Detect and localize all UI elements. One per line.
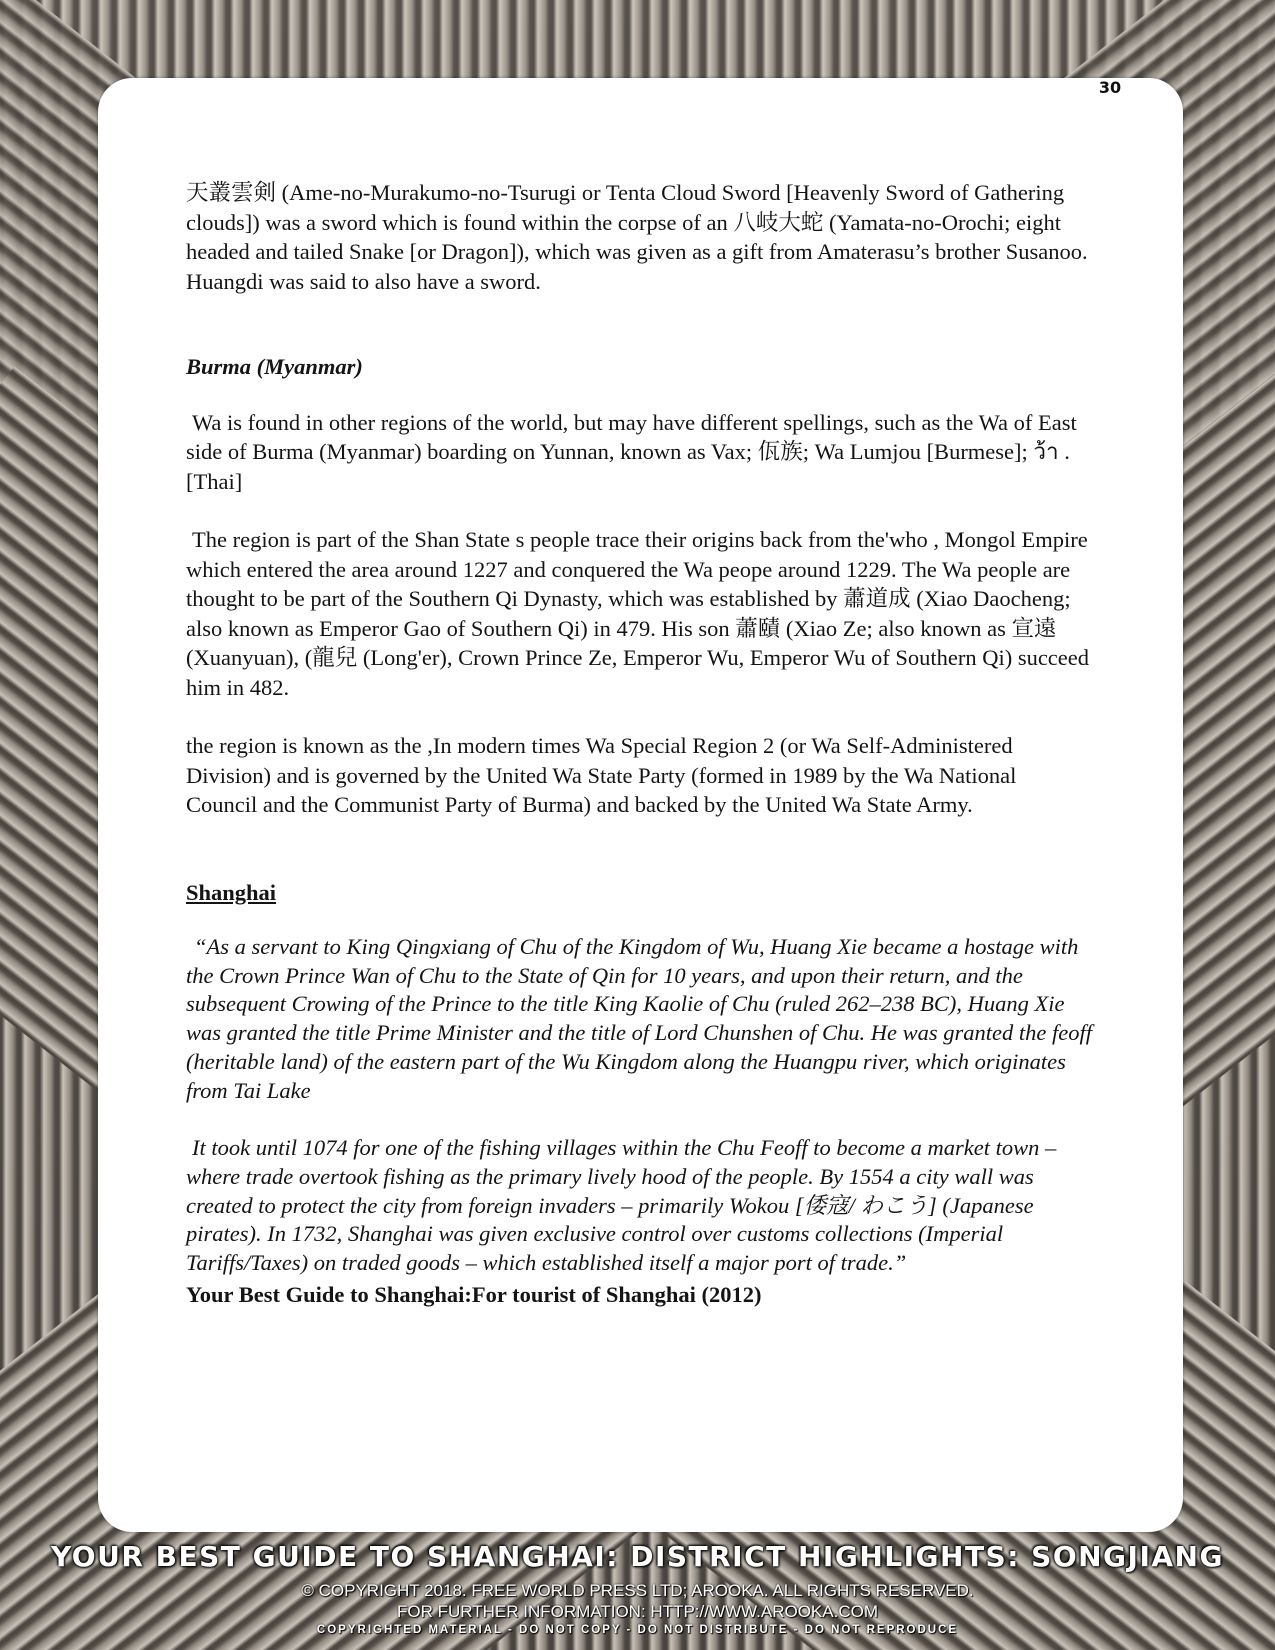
shanghai-heading: Shanghai bbox=[186, 879, 277, 905]
page-number: 30 bbox=[1098, 78, 1122, 97]
footer-info-link[interactable]: FOR FURTHER INFORMATION: HTTP://WWW.AROOKA.COM bbox=[396, 1602, 878, 1621]
footer-title: YOUR BEST GUIDE TO SHANGHAI: DISTRICT HIGHLIGHTS: SONGJIANG bbox=[51, 1540, 1224, 1573]
quote-paragraph: It took until 1074 for one of the fishing villages within the Chu Feoff to become a market town – where trade overtook fishing as the primary lively hood of the people. By 1554 a city wall was created to protect the city from foreign invaders – primarily Wokou [倭寇/ わこう] (Japanese pirates). In 1732, Shanghai was given exclusive control over customs collections (Imperial Tariffs/Taxes) on traded goods – which established itself a major port of trade.” bbox=[186, 1135, 1057, 1276]
burma-heading: Burma (Myanmar) bbox=[186, 354, 363, 379]
intro-paragraph: 天叢雲剣 (Ame-no-Murakumo-no-Tsurugi or Tenta Cloud Sword [Heavenly Sword of Gathering clouds]) was a sword which is found within the corpse of an 八岐大蛇 (Yamata-no-Orochi; eight headed and tailed Snake [or Dragon]), which was given as a gift from Amaterasu’s brother Susanoo. Huangdi was said to also have a sword. bbox=[186, 180, 1088, 294]
page-content bbox=[186, 178, 1092, 1309]
burma-paragraph: The region is part of the Shan State s people trace their origins back from the'who , Mongol Empire which entered the area around 1227 and conquered the Wa peope around 1229. The Wa people are thought to be part of the Southern Qi Dynasty, which was established by 蕭道成 (Xiao Daocheng; also known as Emperor Gao of Southern Qi) in 479. His son 蕭賾 (Xiao Ze; also known as 宣遠 (Xuanyuan), (龍兒 (Long'er), Crown Prince Ze, Emperor Wu, Emperor Wu of Southern Qi) succeed him in 482. bbox=[186, 527, 1090, 700]
footer-notice: COPYRIGHTED MATERIAL - DO NOT COPY - DO NOT DISTRIBUTE - DO NOT REPRODUCE bbox=[316, 1624, 959, 1636]
quote-source: Your Best Guide to Shanghai:For tourist of Shanghai (2012) bbox=[186, 1281, 762, 1307]
footer-copyright: © COPYRIGHT 2018. FREE WORLD PRESS LTD; AROOKA. ALL RIGHTS RESERVED. bbox=[301, 1581, 974, 1600]
quote-paragraph: “As a servant to King Qingxiang of Chu of the Kingdom of Wu, Huang Xie became a hostage with the Crown Prince Wan of Chu to the State of Qin for 10 years, and upon their return, and the subsequent Crowing of the Prince to the title King Kaolie of Chu (ruled 262–238 BC), Huang Xie was granted the title Prime Minister and the title of Lord Chunshen of Chu. He was granted the feoff (heritable land) of the eastern part of the Wu Kingdom along the Huangpu river, which originates from Tai Lake bbox=[186, 934, 1092, 1103]
burma-paragraph: Wa is found in other regions of the world, but may have different spellings, such as the Wa of East side of Burma (Myanmar) boarding on Yunnan, known as Vax; 佤族; Wa Lumjou [Burmese]; ว้า .[Thai] bbox=[186, 409, 1077, 494]
burma-paragraph: the region is known as the ,In modern times Wa Special Region 2 (or Wa Self-Administered Division) and is governed by the United Wa State Party (formed in 1989 by the Wa National Council and the Communist Party of Burma) and backed by the United Wa State Army. bbox=[186, 733, 1017, 817]
